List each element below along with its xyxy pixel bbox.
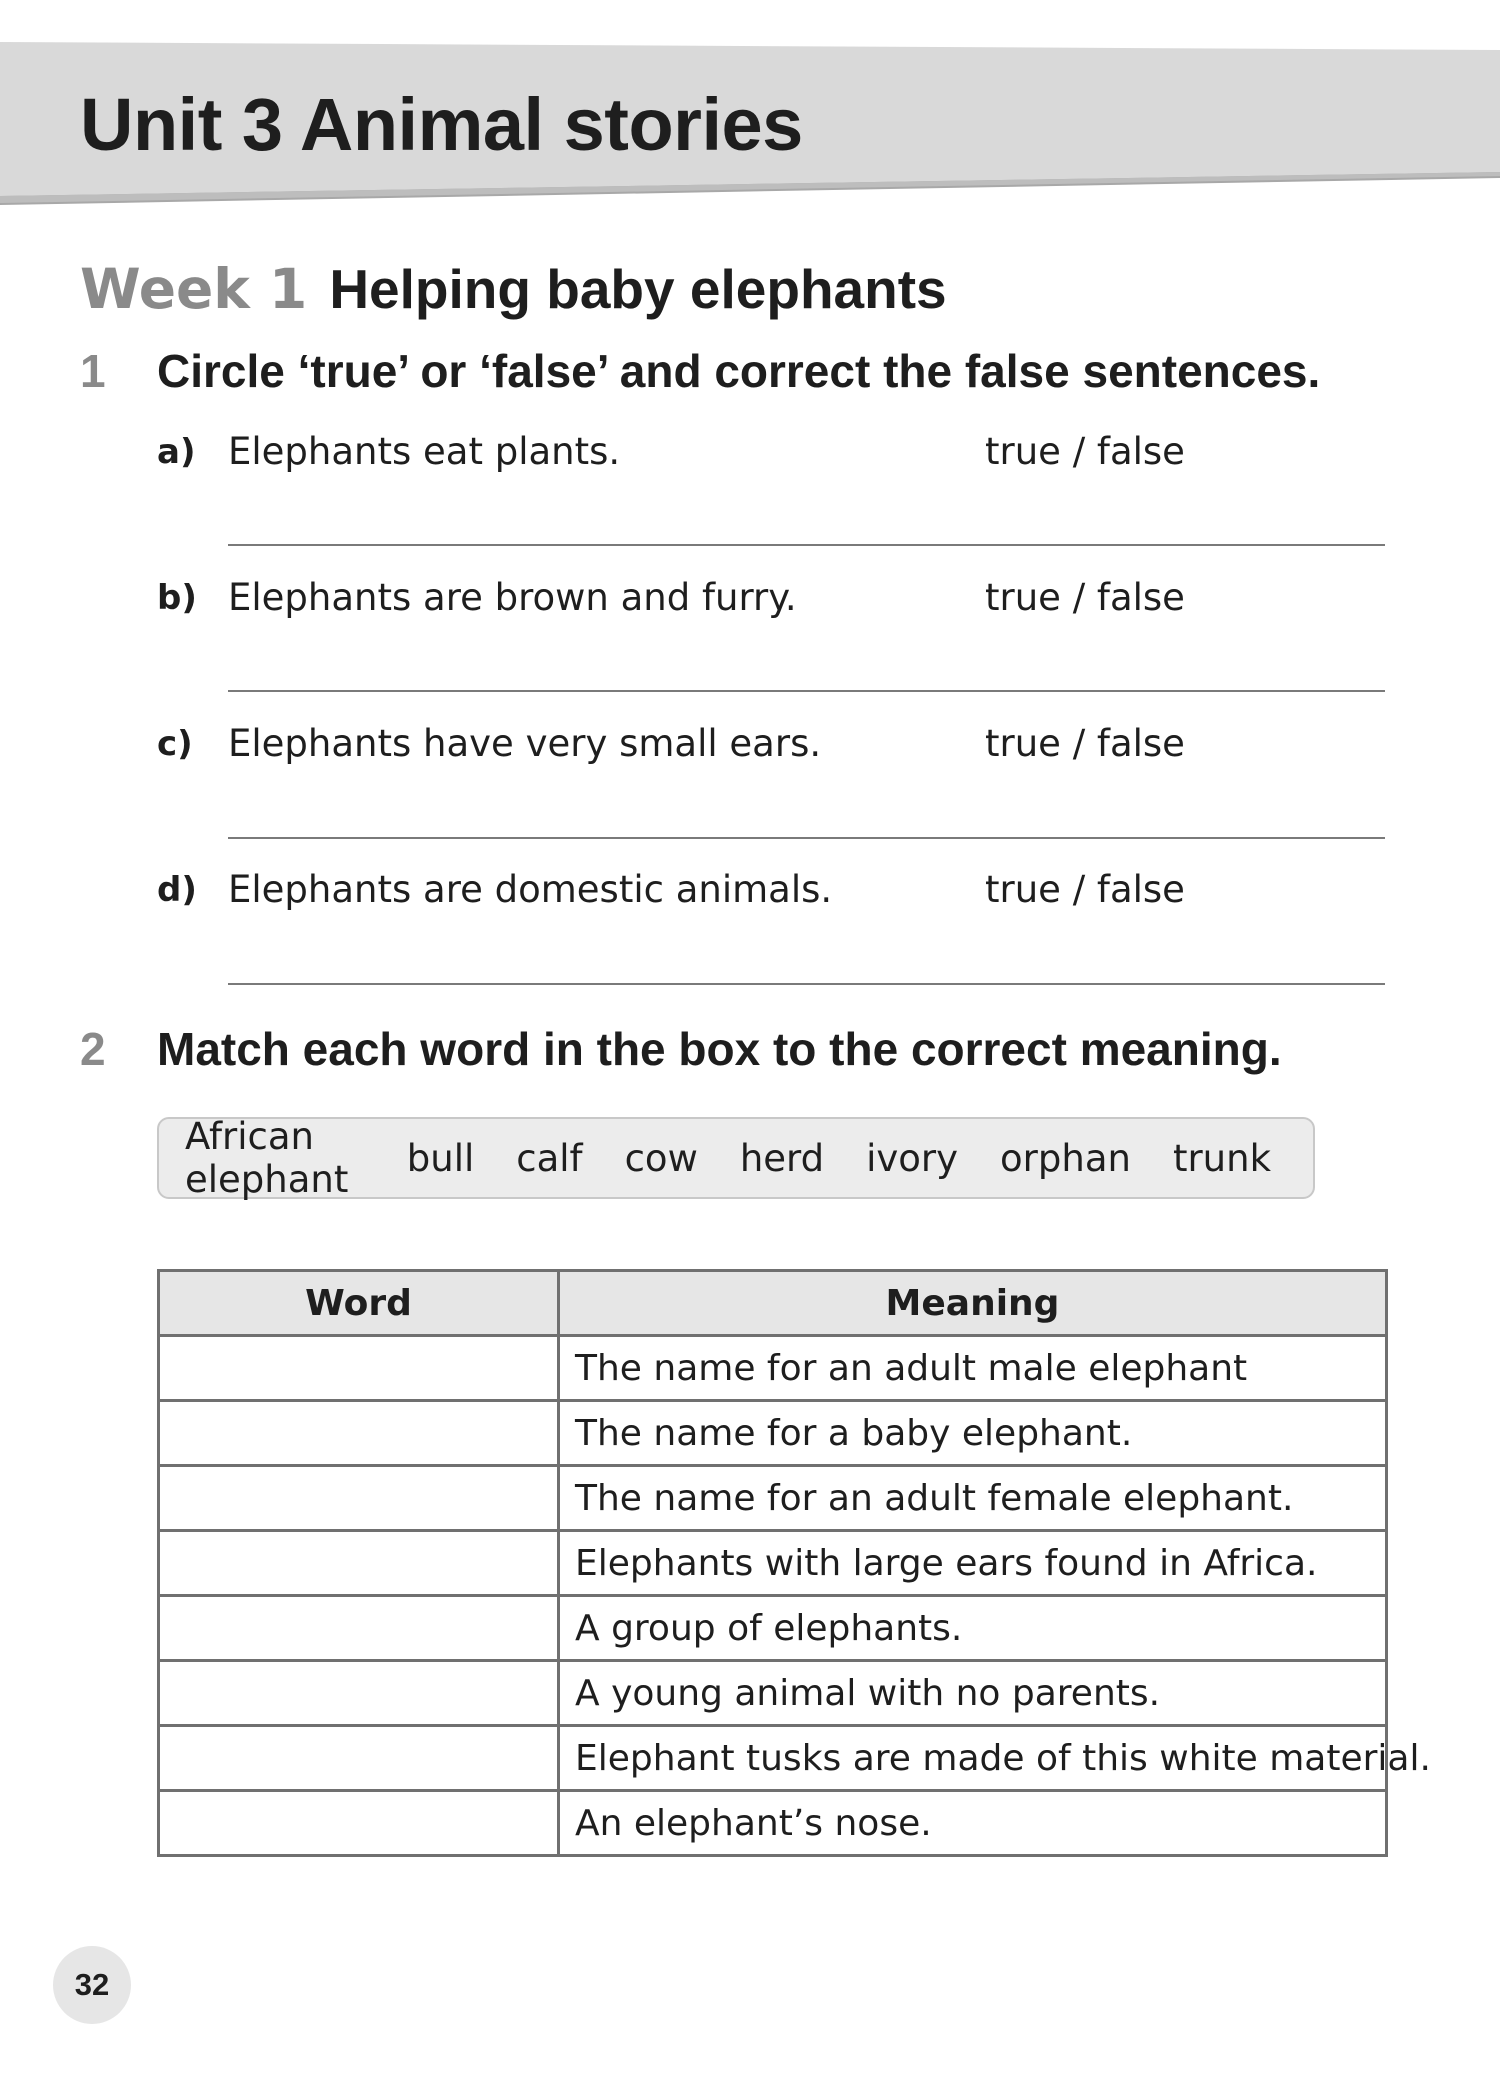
word-answer-cell[interactable] bbox=[159, 1791, 559, 1856]
question-1-item-b bbox=[157, 570, 1385, 630]
word-box bbox=[157, 1117, 1315, 1199]
table-row bbox=[159, 1596, 1387, 1661]
unit-title: Unit 3 Animal stories bbox=[80, 83, 803, 166]
word-box-word: African elephant bbox=[185, 1115, 349, 1201]
answer-line[interactable] bbox=[228, 983, 1385, 985]
match-table bbox=[157, 1269, 1431, 1857]
meaning-cell: A young animal with no parents. bbox=[559, 1661, 1387, 1726]
true-false-choice[interactable]: true / false bbox=[985, 576, 1185, 619]
answer-line[interactable] bbox=[228, 837, 1385, 839]
meaning-cell: The name for a baby elephant. bbox=[559, 1401, 1387, 1466]
question-1-item-d bbox=[157, 862, 1385, 922]
table-row bbox=[159, 1531, 1387, 1596]
item-letter: c) bbox=[157, 724, 193, 764]
table-row bbox=[159, 1336, 1387, 1401]
word-box-word: orphan bbox=[1000, 1136, 1131, 1180]
question-2-instruction: Match each word in the box to the correct meaning. bbox=[157, 1023, 1282, 1075]
word-box-word: calf bbox=[516, 1136, 583, 1180]
page-number: 32 bbox=[53, 1946, 131, 2024]
item-statement: Elephants are domestic animals. bbox=[228, 868, 833, 911]
meaning-cell: A group of elephants. bbox=[559, 1596, 1387, 1661]
table-row bbox=[159, 1791, 1387, 1856]
week-label: Week 1 bbox=[80, 257, 308, 321]
item-statement: Elephants eat plants. bbox=[228, 430, 621, 473]
column-header-word: Word bbox=[159, 1271, 559, 1336]
table-row bbox=[159, 1661, 1387, 1726]
word-answer-cell[interactable] bbox=[159, 1466, 559, 1531]
word-box-word: herd bbox=[739, 1136, 825, 1180]
item-statement: Elephants have very small ears. bbox=[228, 722, 822, 765]
meaning-cell: Elephants with large ears found in Africa. bbox=[559, 1531, 1387, 1596]
word-box-word: bull bbox=[406, 1136, 475, 1180]
word-answer-cell[interactable] bbox=[159, 1336, 559, 1401]
item-letter: d) bbox=[157, 870, 197, 910]
table-row bbox=[159, 1466, 1387, 1531]
question-1-number: 1 bbox=[80, 345, 106, 397]
meaning-cell: Elephant tusks are made of this white material. bbox=[559, 1726, 1387, 1791]
table-header-row bbox=[159, 1271, 1387, 1336]
true-false-choice[interactable]: true / false bbox=[985, 868, 1185, 911]
true-false-choice[interactable]: true / false bbox=[985, 430, 1185, 473]
item-statement: Elephants are brown and furry. bbox=[228, 576, 797, 619]
item-letter: a) bbox=[157, 432, 196, 472]
word-answer-cell[interactable] bbox=[159, 1596, 559, 1661]
answer-line[interactable] bbox=[228, 544, 1385, 546]
question-1-item-c bbox=[157, 716, 1385, 776]
word-box-word: trunk bbox=[1172, 1136, 1271, 1180]
column-header-meaning: Meaning bbox=[559, 1271, 1387, 1336]
meaning-cell: The name for an adult female elephant. bbox=[559, 1466, 1387, 1531]
week-heading bbox=[80, 257, 947, 321]
question-1-item-a bbox=[157, 424, 1385, 484]
question-1-instruction: Circle ‘true’ or ‘false’ and correct the false sentences. bbox=[157, 345, 1321, 397]
week-title: Helping baby elephants bbox=[329, 258, 947, 320]
word-answer-cell[interactable] bbox=[159, 1531, 559, 1596]
word-answer-cell[interactable] bbox=[159, 1401, 559, 1466]
table-row bbox=[159, 1401, 1387, 1466]
word-answer-cell[interactable] bbox=[159, 1726, 559, 1791]
word-box-word: ivory bbox=[866, 1136, 959, 1180]
table-row bbox=[159, 1726, 1387, 1791]
question-2-number: 2 bbox=[80, 1023, 106, 1075]
word-box-word: cow bbox=[624, 1136, 698, 1180]
true-false-choice[interactable]: true / false bbox=[985, 722, 1185, 765]
item-letter: b) bbox=[157, 578, 197, 618]
answer-line[interactable] bbox=[228, 690, 1385, 692]
meaning-cell: An elephant’s nose. bbox=[559, 1791, 1387, 1856]
word-answer-cell[interactable] bbox=[159, 1661, 559, 1726]
meaning-cell: The name for an adult male elephant bbox=[559, 1336, 1387, 1401]
